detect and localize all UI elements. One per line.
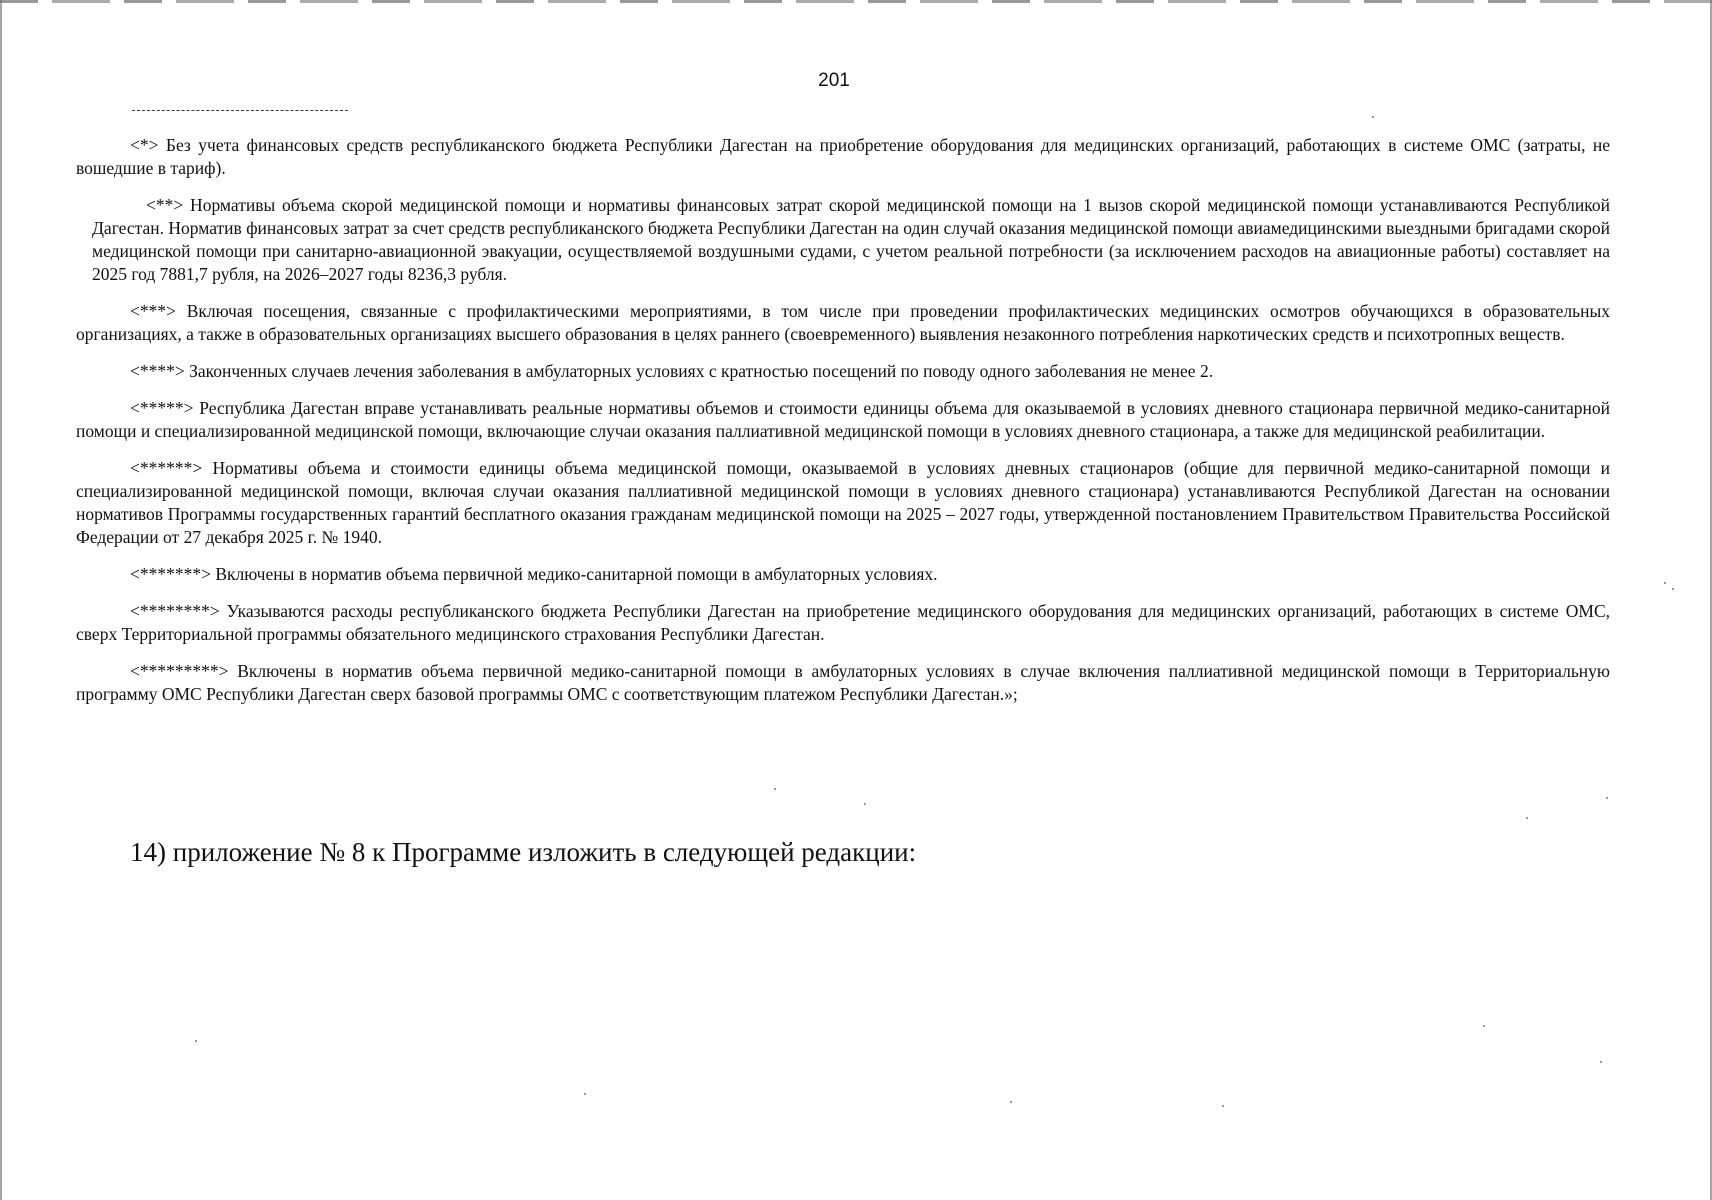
page-number: 201 xyxy=(818,70,850,91)
footnote-5: <*****> Республика Дагестан вправе устанавливать реальные нормативы объемов и стоимости единицы объема для оказываемой в условиях дневного стационара первичной медико-санитарной помощи и специализированной медицинской помощи, включающие случаи оказания паллиативной медицинской помощи в условиях дневного стационара, а также для медицинской реабилитации. xyxy=(76,398,1610,441)
scan-speck xyxy=(1483,1025,1485,1027)
footnote-8: <********> Указываются расходы республиканского бюджета Республики Дагестан на приобретение медицинского оборудования для медицинских организаций, работающих в системе ОМС, сверх Территориальной программы обязательного медицинского страхования Республики Дагестан. xyxy=(76,601,1610,644)
footnote-1: <*> Без учета финансовых средств республиканского бюджета Республики Дагестан на приобретение оборудования для медицинских организаций, работающих в системе ОМС (затраты, не вошедшие в тариф). xyxy=(76,135,1610,178)
footnote-4: <****> Законченных случаев лечения заболевания в амбулаторных условиях с кратностью посещений по поводу одного заболевания не менее 2. xyxy=(130,361,1214,381)
scan-speck xyxy=(1010,1101,1012,1103)
scan-speck xyxy=(1664,582,1666,584)
footnote-7: <*******> Включены в норматив объема первичной медико-санитарной помощи в амбулаторных условиях. xyxy=(130,564,938,584)
scan-speck xyxy=(195,1040,197,1042)
footnote-6: <******> Нормативы объема и стоимости единицы объема медицинской помощи, оказываемой в условиях дневных стационаров (общие для первичной медико-санитарной помощи и специализированной медицинской помощи, включая случаи оказания паллиативной медицинской помощи в условиях дневного стационара) устанавливаются Республикой Дагестан на основании нормативов Программы государственных гарантий бесплатного оказания гражданам медицинской помощи на 2025 – 2027 годы, утвержденной постановлением Правительством Правительства Российской Федерации от 27 декабря 2025 г. № 1940. xyxy=(76,458,1610,547)
scan-speck xyxy=(774,788,776,790)
footnote-3: <***> Включая посещения, связанные с профилактическими мероприятиями, в том числе при проведении профилактических медицинских осмотров обучающихся в образовательных организациях, а также в образовательных организациях высшего образования в целях раннего (своевременного) выявления незаконного потребления наркотических средств и психотропных веществ. xyxy=(76,301,1610,344)
scan-speck xyxy=(1672,588,1674,590)
scan-speck xyxy=(1606,797,1608,799)
scan-speck xyxy=(1526,817,1528,819)
footnote-2: <**> Нормативы объема скорой медицинской помощи и нормативы финансовых затрат скорой медицинской помощи на 1 вызов скорой медицинской помощи устанавливаются Республикой Дагестан. Норматив финансовых затрат за счет средств республиканского бюджета Республики Дагестан на один случай оказания медицинской помощи авиамедицинскими выездными бригадами скорой медицинской помощи при санитарно-авиационной эвакуации, осуществляемой воздушными судами, с учетом реальной потребности (за исключением расходов на авиационные работы) составляет на 2025 год 7881,7 рубля, на 2026–2027 годы 8236,3 рубля. xyxy=(92,195,1610,284)
scan-edge-left xyxy=(0,0,2,1200)
scan-speck xyxy=(584,1093,586,1095)
footnote-separator xyxy=(132,110,348,111)
scan-speck xyxy=(1222,1105,1224,1107)
footnotes-block xyxy=(76,134,1610,720)
amendment-instruction: 14) приложение № 8 к Программе изложить в следующей редакции: xyxy=(130,837,917,867)
scan-speck xyxy=(1372,116,1374,118)
scan-speck xyxy=(864,803,866,805)
footnote-9: <*********> Включены в норматив объема первичной медико-санитарной помощи в амбулаторных условиях в случае включения паллиативной медицинской помощи в Территориальную программу ОМС Республики Дагестан сверх базовой программы ОМС с соответствующим платежом Республики Дагестан.»; xyxy=(76,661,1610,704)
scan-edge-top xyxy=(0,0,1712,3)
scan-speck xyxy=(1600,1061,1602,1063)
